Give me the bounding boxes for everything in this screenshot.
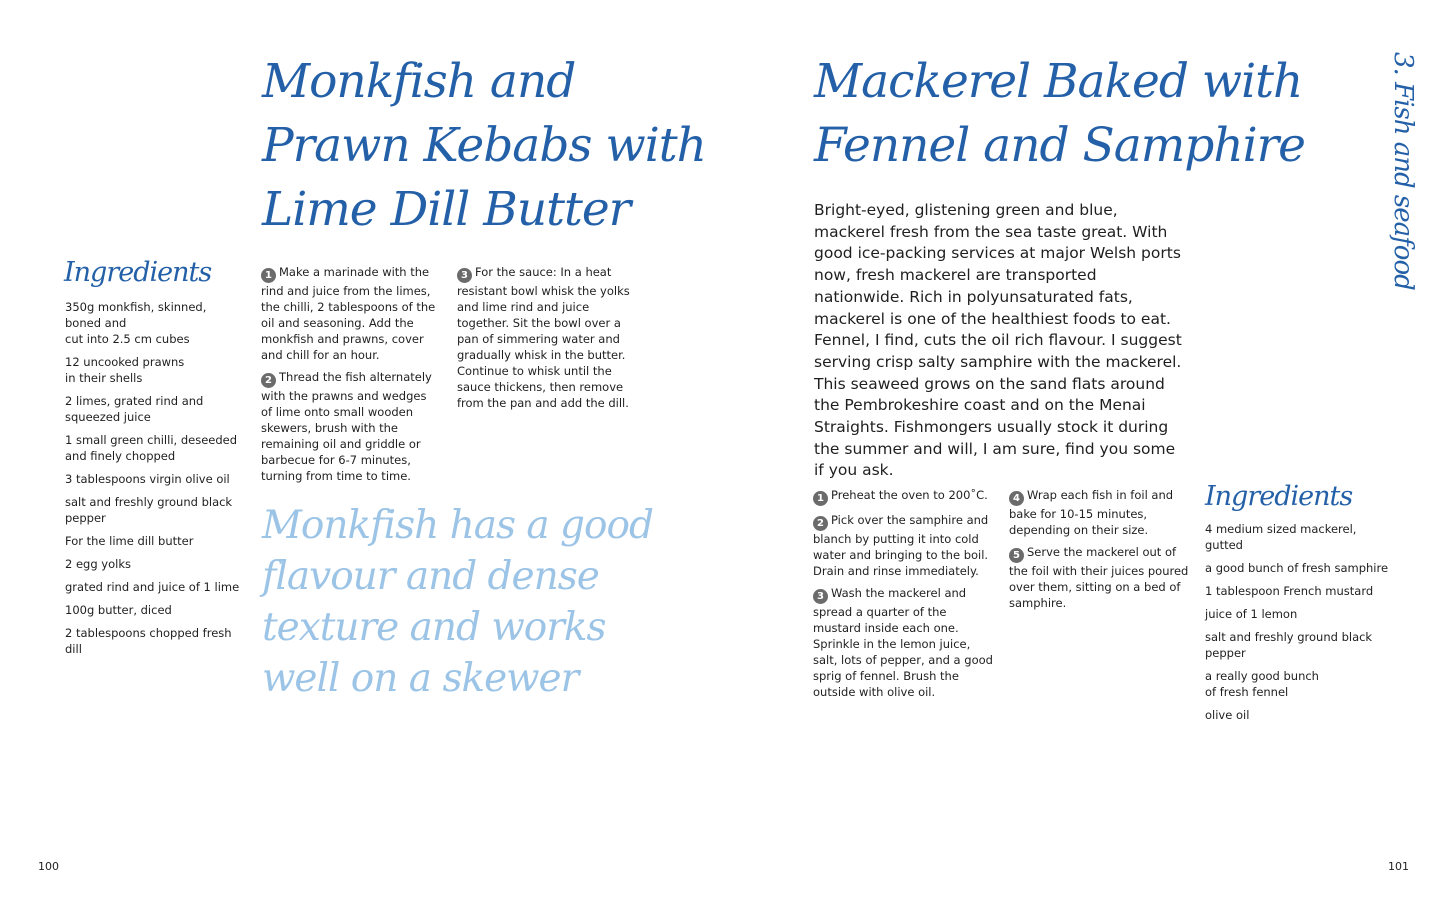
ingredient-item: olive oil bbox=[1205, 708, 1250, 722]
step-text: For the sauce: In a heat resistant bowl whisk the yolks and lime rind and juice together. Sit the bowl over a pan of simmering water and gradually whisk in the butter. Continue to whisk until the sauce thickens, then remove from the pan and add the dill. bbox=[457, 265, 630, 410]
ingredient-item: 3 tablespoons virgin olive oil bbox=[65, 472, 230, 486]
ingredient-item: 100g butter, diced bbox=[65, 603, 172, 617]
step-number-badge: 1 bbox=[813, 491, 828, 506]
method-step bbox=[261, 264, 441, 363]
method-column-2-monkfish bbox=[457, 264, 637, 417]
step-text: Make a marinade with the rind and juice from the limes, the chilli, 2 tablespoons of the oil and seasoning. Add the monkfish and prawns, cover and chill for an hour. bbox=[261, 265, 436, 362]
step-number-badge: 5 bbox=[1009, 548, 1024, 563]
method-step bbox=[457, 264, 637, 411]
step-number-badge: 4 bbox=[1009, 491, 1024, 506]
ingredients-list-mackerel bbox=[1205, 521, 1390, 730]
method-step bbox=[1009, 544, 1189, 611]
ingredient-item: juice of 1 lemon bbox=[1205, 607, 1298, 621]
ingredient-item: 2 tablespoons chopped fresh dill bbox=[65, 626, 232, 656]
ingredient-item: a good bunch of fresh samphire bbox=[1205, 561, 1389, 575]
title-line: Mackerel Baked with bbox=[814, 54, 1303, 109]
method-column-1-mackerel bbox=[813, 487, 993, 706]
step-number-badge: 2 bbox=[813, 516, 828, 531]
ingredient-item: 12 uncooked prawns in their shells bbox=[65, 355, 185, 385]
quote-line: flavour and dense bbox=[262, 554, 599, 599]
ingredients-heading-monkfish: Ingredients bbox=[64, 257, 212, 288]
ingredient-item: 350g monkfish, skinned, boned and cut into 2.5 cm cubes bbox=[65, 300, 207, 346]
recipe-title-mackerel bbox=[814, 50, 1305, 178]
method-step bbox=[813, 487, 993, 506]
ingredient-item: 4 medium sized mackerel, gutted bbox=[1205, 522, 1357, 552]
step-number-badge: 3 bbox=[457, 268, 472, 283]
section-label: 3. Fish and seafood bbox=[1388, 52, 1418, 290]
step-text: Thread the fish alternately with the prawns and wedges of lime onto small wooden skewers, brush with the remaining oil and griddle or barbecue for 6-7 minutes, turning from time to time. bbox=[261, 370, 432, 483]
method-column-2-mackerel bbox=[1009, 487, 1189, 617]
quote-line: texture and works bbox=[262, 605, 606, 650]
quote-line: Monkfish has a good bbox=[262, 503, 653, 548]
method-step bbox=[813, 585, 993, 700]
step-number-badge: 3 bbox=[813, 589, 828, 604]
ingredient-item: 1 tablespoon French mustard bbox=[1205, 584, 1374, 598]
method-step bbox=[1009, 487, 1189, 538]
page-number-left: 100 bbox=[38, 860, 59, 873]
ingredient-item: 1 small green chilli, deseeded and finely chopped bbox=[65, 433, 238, 463]
step-number-badge: 1 bbox=[261, 268, 276, 283]
title-line: Lime Dill Butter bbox=[262, 182, 631, 237]
ingredient-item: salt and freshly ground black pepper bbox=[65, 495, 233, 525]
title-line: Prawn Kebabs with bbox=[262, 118, 706, 173]
ingredient-item: a really good bunch of fresh fennel bbox=[1205, 669, 1319, 699]
ingredient-item: For the lime dill butter bbox=[65, 534, 194, 548]
ingredient-item: 2 egg yolks bbox=[65, 557, 131, 571]
quote-line: well on a skewer bbox=[262, 656, 579, 701]
ingredient-item: salt and freshly ground black pepper bbox=[1205, 630, 1373, 660]
method-column-1-monkfish bbox=[261, 264, 441, 490]
ingredients-list-monkfish bbox=[65, 299, 245, 664]
method-step bbox=[261, 369, 441, 484]
method-step bbox=[813, 512, 993, 579]
step-text: Preheat the oven to 200˚C. bbox=[831, 488, 988, 502]
recipe-title-monkfish bbox=[262, 50, 706, 242]
page-number-right: 101 bbox=[1388, 860, 1409, 873]
step-text: Serve the mackerel out of the foil with their juices poured over them, sitting on a bed of samphire. bbox=[1009, 545, 1189, 610]
step-text: Wash the mackerel and spread a quarter of the mustard inside each one. Sprinkle in the lemon juice, salt, lots of pepper, and a good sprig of fennel. Brush the outside with olive oil. bbox=[813, 586, 993, 699]
step-number-badge: 2 bbox=[261, 373, 276, 388]
title-line: Fennel and Samphire bbox=[814, 118, 1305, 173]
pull-quote bbox=[262, 500, 653, 704]
ingredient-item: 2 limes, grated rind and squeezed juice bbox=[65, 394, 204, 424]
ingredients-heading-mackerel: Ingredients bbox=[1205, 481, 1353, 512]
recipe-intro: Bright-eyed, glistening green and blue, mackerel fresh from the sea taste great. With good ice-packing services at major Welsh ports now, fresh mackerel are transported nationwide. Rich in polyunsaturated fats, mackerel is one of the healthiest foods to eat. Fennel, I find, cuts the oil rich flavour. I suggest serving crisp salty samphire with the mackerel. This seaweed grows on the sand flats around the Pembrokeshire coast and on the Menai Straights. Fishmongers usually stock it during the summer and will, I am sure, find you some if you ask. bbox=[814, 201, 1182, 480]
ingredient-item: grated rind and juice of 1 lime bbox=[65, 580, 240, 594]
title-line: Monkfish and bbox=[262, 54, 576, 109]
step-text: Wrap each fish in foil and bake for 10-15 minutes, depending on their size. bbox=[1009, 488, 1174, 537]
step-text: Pick over the samphire and blanch by putting it into cold water and bringing to the boil. Drain and rinse immediately. bbox=[813, 513, 989, 578]
